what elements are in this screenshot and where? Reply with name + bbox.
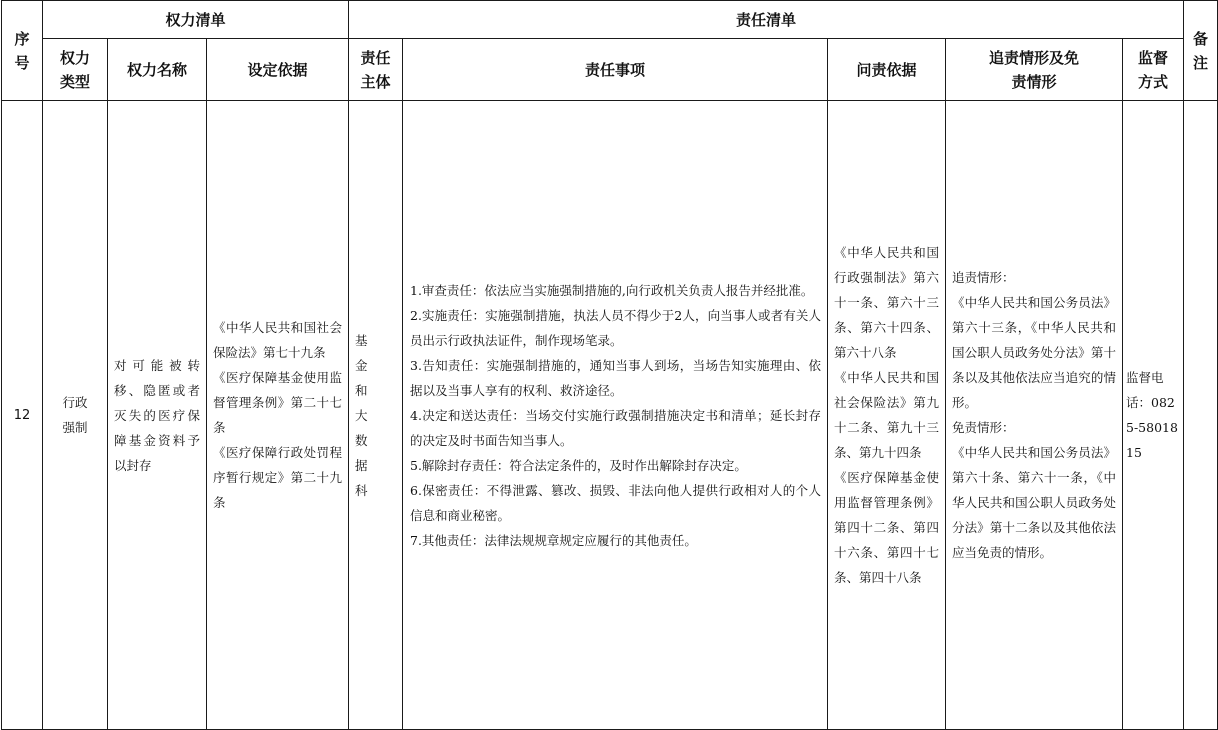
responsibility-table <box>1 0 1218 730</box>
header-pursue-exempt: 追责情形及免责情形 <box>946 39 1123 101</box>
header-remark: 备注 <box>1184 1 1218 101</box>
list-item: 1.审查责任：依法应当实施强制措施的,向行政机关负责人报告并经批准。 <box>410 282 814 298</box>
header-items: 责任事项 <box>403 39 828 101</box>
row-remark <box>1184 101 1218 730</box>
row-subject: 基金和大数据科 <box>349 101 403 730</box>
header-subject: 责任主体 <box>349 39 403 101</box>
row-items <box>403 101 828 730</box>
header-responsibility-list: 责任清单 <box>349 1 1184 39</box>
header-power-type: 权力类型 <box>43 39 108 101</box>
header-power-list: 权力清单 <box>43 1 349 39</box>
list-item: 6.保密责任：不得泄露、篡改、损毁、非法向他人提供行政相对人的个人信息和商业秘密。 <box>410 482 821 523</box>
list-item: 2.实施责任：实施强制措施，执法人员不得少于2人，向当事人或者有关人员出示行政执法证件，制作现场笔录。 <box>410 307 821 348</box>
list-item: 5.解除封存责任：符合法定条件的，及时作出解除封存决定。 <box>410 457 747 473</box>
row-power-name: 对可能被转移、隐匿或者灭失的医疗保障基金资料予以封存 <box>108 101 207 730</box>
row-seq: 12 <box>2 101 43 730</box>
row-power-type: 行政强制 <box>43 101 108 730</box>
row-basis: 《中华人民共和国社会保险法》第七十九条 《医疗保障基金使用监督管理条例》第二十七条 《医疗保障行政处罚程序暂行规定》第二十九条 <box>207 101 349 730</box>
header-power-name: 权力名称 <box>108 39 207 101</box>
list-item: 4.决定和送达责任：当场交付实施行政强制措施决定书和清单；延长封存的决定及时书面告知当事人。 <box>410 407 821 448</box>
header-accountability: 问责依据 <box>828 39 946 101</box>
list-item: 7.其他责任：法律法规规章规定应履行的其他责任。 <box>410 532 697 548</box>
row-pursue-exempt: 追责情形： 《中华人民共和国公务员法》第六十三条，《中华人民共和国公职人员政务处分法》第十条以及其他依法应当追究的情形。 免责情形： 《中华人民共和国公务员法》第六十条、第六十一条，《中华人民共和国公职人员政务处分法》第十二条以及其他依法应当免责的情形。 <box>946 101 1123 730</box>
list-item: 3.告知责任：实施强制措施的，通知当事人到场，当场告知实施理由、依据以及当事人享有的权利、救济途径。 <box>410 357 821 398</box>
row-accountability: 《中华人民共和国行政强制法》第六十一条、第六十三条、第六十四条、第六十八条 《中华人民共和国社会保险法》第九十二条、第九十三条、第九十四条 《医疗保障基金使用监督管理条例》第四十二条、第四十六条、第四十七条、第四十八条 <box>828 101 946 730</box>
header-supervision: 监督方式 <box>1123 39 1184 101</box>
table-row <box>2 101 1218 730</box>
header-seq: 序号 <box>2 1 43 101</box>
row-supervision: 监督电话：0825-5801815 <box>1123 101 1184 730</box>
header-basis: 设定依据 <box>207 39 349 101</box>
